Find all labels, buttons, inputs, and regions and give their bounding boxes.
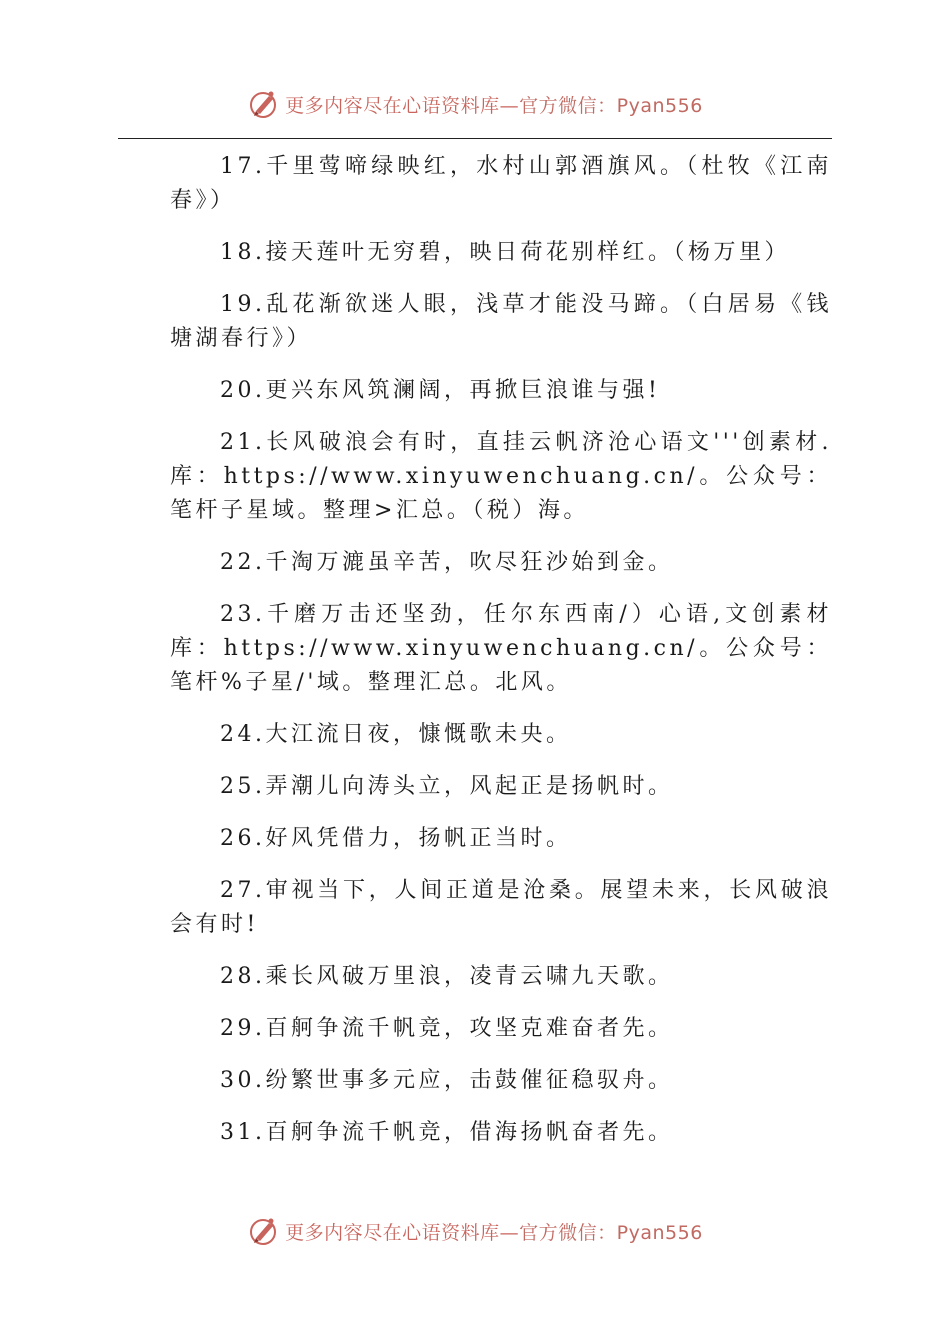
footer-banner-sep: — [499, 1221, 520, 1244]
pen-logo-icon [247, 87, 281, 121]
list-item: 25.弄潮儿向涛头立，风起正是扬帆时。 [220, 774, 674, 799]
header-banner-sep: — [499, 94, 520, 117]
list-item: 19.乱花渐欲迷人眼，浅草才能没马蹄。（白居易《钱塘湖春行》） [170, 292, 832, 351]
footer-banner-main: 更多内容尽在心语资料库 [285, 1221, 500, 1244]
header-banner-wechat: 官方微信：Pyan556 [519, 94, 703, 117]
list-item: 28.乘长风破万里浪，凌青云啸九天歌。 [220, 964, 674, 989]
header-rule [118, 138, 832, 139]
pen-logo-icon [247, 1214, 281, 1248]
list-item: 26.好风凭借力，扬帆正当时。 [220, 826, 572, 851]
list-item: 21.长风破浪会有时，直挂云帆济沧心语文'''创素材.库：https://www.xinyuwenchuang.cn/。公众号：笔杆子星域。整理>汇总。（税）海。 [170, 430, 832, 523]
footer-banner [0, 1211, 950, 1251]
list-item: 22.千淘万漉虽辛苦，吹尽狂沙始到金。 [220, 550, 674, 575]
footer-banner-wechat: 官方微信：Pyan556 [519, 1221, 703, 1244]
header-banner-main: 更多内容尽在心语资料库 [285, 94, 500, 117]
list-item: 30.纷繁世事多元应，击鼓催征稳驭舟。 [220, 1068, 674, 1093]
list-item: 23.千磨万击还坚劲，任尔东西南/）心语,文创素材库：https://www.xinyuwenchuang.cn/。公众号：笔杆%子星/'域。整理汇总。北风。 [170, 602, 832, 695]
list-item: 24.大江流日夜，慷慨歌未央。 [220, 722, 572, 747]
list-item: 18.接天莲叶无穷碧，映日荷花别样红。（杨万里） [220, 240, 790, 265]
list-item: 20.更兴东风筑澜阔，再掀巨浪谁与强! [220, 378, 661, 403]
list-item: 31.百舸争流千帆竞，借海扬帆奋者先。 [220, 1120, 674, 1145]
list-item: 17.千里莺啼绿映红，水村山郭酒旗风。（杜牧《江南春》） [170, 154, 832, 213]
header-banner [0, 84, 950, 124]
list-item: 29.百舸争流千帆竞，攻坚克难奋者先。 [220, 1016, 674, 1041]
list-item: 27.审视当下，人间正道是沧桑。展望未来，长风破浪会有时! [170, 878, 832, 937]
content-body [170, 150, 832, 1168]
